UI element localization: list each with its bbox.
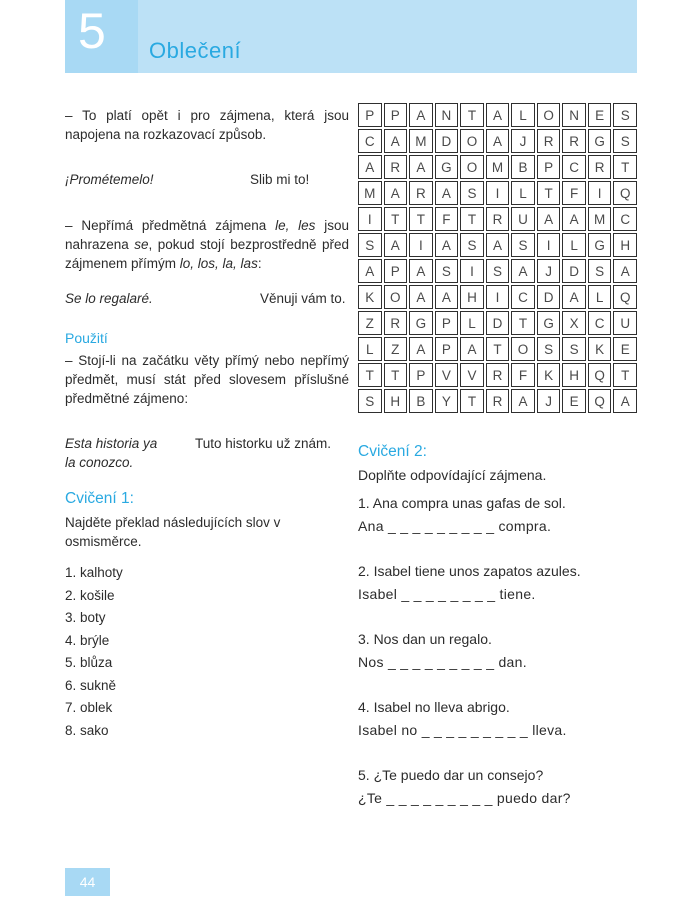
grid-cell: J <box>537 389 561 413</box>
grid-cell: K <box>588 337 612 361</box>
grid-cell: B <box>511 155 535 179</box>
exercise2-instruction: Doplňte odpovídající zájmena. <box>358 467 547 483</box>
grid-cell: C <box>511 285 535 309</box>
grid-cell: K <box>537 363 561 387</box>
text-segment: – Nepřímá předmětná zájmena <box>65 218 276 233</box>
grid-cell: A <box>613 259 637 283</box>
grid-cell: O <box>384 285 408 309</box>
grid-cell: U <box>511 207 535 231</box>
page-title: Oblečení <box>149 38 242 63</box>
grid-cell: A <box>384 129 408 153</box>
wordsearch-grid <box>358 103 637 413</box>
grid-cell: O <box>460 155 484 179</box>
text-segment-italic: se <box>134 237 149 252</box>
example-historia <box>65 434 349 472</box>
exercise-sentence: 4. Isabel no lleva abrigo. <box>358 699 510 715</box>
grid-cell: H <box>562 363 586 387</box>
chapter-header-banner <box>65 0 637 73</box>
grid-cell: Y <box>435 389 459 413</box>
grid-cell: A <box>358 155 382 179</box>
exercise2-item <box>358 766 637 808</box>
grid-cell: C <box>588 311 612 335</box>
grid-cell: H <box>613 233 637 257</box>
grid-cell: P <box>384 103 408 127</box>
grid-cell: J <box>511 129 535 153</box>
grid-cell: M <box>409 129 433 153</box>
grid-cell: A <box>562 207 586 231</box>
exercise1-heading: Cvičení 1: <box>65 490 134 507</box>
grid-cell: L <box>562 233 586 257</box>
grid-cell: D <box>562 259 586 283</box>
grid-cell: R <box>486 389 510 413</box>
grid-cell: O <box>460 129 484 153</box>
right-column <box>358 103 637 808</box>
grid-cell: I <box>486 181 510 205</box>
page-number-block <box>65 868 110 896</box>
grid-cell: M <box>486 155 510 179</box>
text-segment-italic: lo, los, la, las <box>179 256 258 271</box>
grid-cell: S <box>435 259 459 283</box>
grid-cell: L <box>460 311 484 335</box>
list-item: 2. košile <box>65 587 115 603</box>
grid-cell: R <box>384 311 408 335</box>
grid-cell: G <box>588 233 612 257</box>
text-segment: jsou nahrazena <box>65 218 349 252</box>
grid-cell: A <box>358 259 382 283</box>
exercise-sentence: 3. Nos dan un regalo. <box>358 631 492 647</box>
grid-cell: A <box>435 285 459 309</box>
grid-cell: A <box>409 103 433 127</box>
grid-cell: T <box>613 363 637 387</box>
grid-cell: A <box>511 259 535 283</box>
grid-cell: R <box>409 181 433 205</box>
text-segment-italic: le, les <box>275 218 316 233</box>
grid-cell: G <box>435 155 459 179</box>
left-column <box>65 100 349 743</box>
grid-cell: J <box>537 259 561 283</box>
answer-line: Ana _ _ _ _ _ _ _ _ _ compra. <box>358 518 552 534</box>
example-source <box>65 434 195 472</box>
grid-cell: A <box>613 389 637 413</box>
list-item: 6. sukně <box>65 677 117 693</box>
grid-cell: R <box>588 155 612 179</box>
list-item: 3. boty <box>65 610 106 625</box>
grid-cell: C <box>613 207 637 231</box>
grid-cell: A <box>409 285 433 309</box>
grid-cell: C <box>358 129 382 153</box>
grid-cell: S <box>537 337 561 361</box>
list-item: 8. sako <box>65 722 109 738</box>
grid-cell: I <box>537 233 561 257</box>
exercise-sentence: 1. Ana compra unas gafas de sol. <box>358 495 566 511</box>
grid-cell: H <box>384 389 408 413</box>
paragraph-object-position: – Stojí-li na začátku věty přímý nebo nepřímý předmět, musí stát před slovesem příslušné předmětné zájmeno: <box>65 353 349 406</box>
grid-cell: E <box>562 389 586 413</box>
grid-cell: I <box>460 259 484 283</box>
grid-cell: A <box>409 259 433 283</box>
grid-cell: S <box>460 233 484 257</box>
grid-cell: P <box>537 155 561 179</box>
grid-cell: C <box>562 155 586 179</box>
example-translation: Tuto historku už znám. <box>195 436 332 451</box>
list-item: 4. brýle <box>65 632 110 648</box>
answer-line: Isabel no _ _ _ _ _ _ _ _ _ lleva. <box>358 722 567 738</box>
exercise-sentence: 2. Isabel tiene unos zapatos azules. <box>358 563 581 579</box>
grid-cell: O <box>511 337 535 361</box>
exercise1-instruction: Najděte překlad následujících slov v osmisměrce. <box>65 515 281 549</box>
grid-cell: R <box>486 207 510 231</box>
grid-cell: V <box>460 363 484 387</box>
exercise1-word-list <box>65 563 349 740</box>
grid-cell: T <box>537 181 561 205</box>
page-number: 44 <box>79 874 96 890</box>
example-source-line2: la conozco. <box>65 455 134 470</box>
grid-cell: A <box>562 285 586 309</box>
grid-cell: T <box>613 155 637 179</box>
grid-cell: L <box>358 337 382 361</box>
grid-cell: S <box>358 389 382 413</box>
grid-cell: A <box>435 233 459 257</box>
exercise2-item <box>358 630 637 672</box>
answer-line: Isabel _ _ _ _ _ _ _ _ tiene. <box>358 586 536 602</box>
exercise2-item <box>358 494 637 536</box>
grid-cell: A <box>409 337 433 361</box>
grid-cell: N <box>435 103 459 127</box>
grid-cell: P <box>409 363 433 387</box>
grid-cell: T <box>409 207 433 231</box>
grid-cell: D <box>435 129 459 153</box>
grid-cell: F <box>435 207 459 231</box>
grid-cell: H <box>460 285 484 309</box>
list-item: 1. kalhoty <box>65 565 123 580</box>
exercise2-item <box>358 562 637 604</box>
grid-cell: U <box>613 311 637 335</box>
grid-cell: A <box>384 181 408 205</box>
answer-line: Nos _ _ _ _ _ _ _ _ _ dan. <box>358 654 527 670</box>
grid-cell: R <box>384 155 408 179</box>
grid-cell: R <box>537 129 561 153</box>
grid-cell: P <box>384 259 408 283</box>
grid-cell: F <box>511 363 535 387</box>
grid-cell: O <box>537 103 561 127</box>
grid-cell: D <box>486 311 510 335</box>
text-segment: : <box>257 256 262 271</box>
grid-cell: G <box>588 129 612 153</box>
grid-cell: A <box>486 129 510 153</box>
grid-cell: B <box>409 389 433 413</box>
exercise2-heading: Cvičení 2: <box>358 443 427 460</box>
grid-cell: I <box>358 207 382 231</box>
grid-cell: T <box>358 363 382 387</box>
grid-cell: L <box>511 181 535 205</box>
grid-cell: T <box>384 207 408 231</box>
grid-cell: Z <box>384 337 408 361</box>
example-translation: Věnuji vám to. <box>260 291 346 306</box>
grid-cell: Q <box>613 285 637 309</box>
grid-cell: Z <box>358 311 382 335</box>
grid-cell: I <box>588 181 612 205</box>
grid-cell: S <box>460 181 484 205</box>
chapter-number: 5 <box>78 3 106 59</box>
example-translation: Slib mi to! <box>250 172 310 187</box>
grid-cell: A <box>537 207 561 231</box>
grid-cell: Q <box>588 389 612 413</box>
example-source-line1: Esta historia ya <box>65 436 158 451</box>
grid-cell: X <box>562 311 586 335</box>
grid-cell: T <box>384 363 408 387</box>
paragraph-imperative-rule: – To platí opět i pro zájmena, která jsou napojena na rozkazovací způsob. <box>65 108 349 142</box>
grid-cell: L <box>511 103 535 127</box>
grid-cell: A <box>409 155 433 179</box>
grid-cell: G <box>409 311 433 335</box>
exercise2-item <box>358 698 637 740</box>
grid-cell: Q <box>613 181 637 205</box>
grid-cell: N <box>562 103 586 127</box>
grid-cell: E <box>588 103 612 127</box>
grid-cell: I <box>409 233 433 257</box>
example-prometemelo <box>65 170 349 189</box>
grid-cell: Q <box>588 363 612 387</box>
grid-cell: S <box>358 233 382 257</box>
grid-cell: T <box>460 103 484 127</box>
grid-cell: T <box>486 337 510 361</box>
grid-cell: G <box>537 311 561 335</box>
example-regalare <box>65 289 349 308</box>
grid-cell: T <box>460 389 484 413</box>
grid-cell: S <box>562 337 586 361</box>
grid-cell: P <box>435 337 459 361</box>
grid-cell: V <box>435 363 459 387</box>
grid-cell: A <box>511 389 535 413</box>
grid-cell: R <box>486 363 510 387</box>
text-segment: , pokud stojí bezprostředně před zájmenem přímým <box>65 237 349 271</box>
grid-cell: M <box>358 181 382 205</box>
grid-cell: I <box>486 285 510 309</box>
list-item: 7. oblek <box>65 700 113 715</box>
grid-cell: S <box>486 259 510 283</box>
grid-cell: T <box>511 311 535 335</box>
usage-heading: Použití <box>65 330 108 346</box>
example-source: ¡Prométemelo! <box>65 172 154 187</box>
grid-cell: D <box>537 285 561 309</box>
grid-cell: P <box>435 311 459 335</box>
grid-cell: L <box>588 285 612 309</box>
grid-cell: M <box>588 207 612 231</box>
grid-cell: S <box>511 233 535 257</box>
grid-cell: F <box>562 181 586 205</box>
grid-cell: A <box>384 233 408 257</box>
exercise-sentence: 5. ¿Te puedo dar un consejo? <box>358 767 544 783</box>
grid-cell: A <box>460 337 484 361</box>
grid-cell: S <box>588 259 612 283</box>
grid-cell: A <box>486 103 510 127</box>
grid-cell: E <box>613 337 637 361</box>
grid-cell: A <box>486 233 510 257</box>
example-source: Se lo regalaré. <box>65 291 153 306</box>
paragraph-indirect-pronouns <box>65 216 349 273</box>
grid-cell: K <box>358 285 382 309</box>
list-item: 5. blůza <box>65 655 113 670</box>
grid-cell: T <box>460 207 484 231</box>
grid-cell: P <box>358 103 382 127</box>
grid-cell: A <box>435 181 459 205</box>
answer-line: ¿Te _ _ _ _ _ _ _ _ _ puedo dar? <box>358 790 571 806</box>
grid-cell: S <box>613 129 637 153</box>
grid-cell: R <box>562 129 586 153</box>
grid-cell: S <box>613 103 637 127</box>
